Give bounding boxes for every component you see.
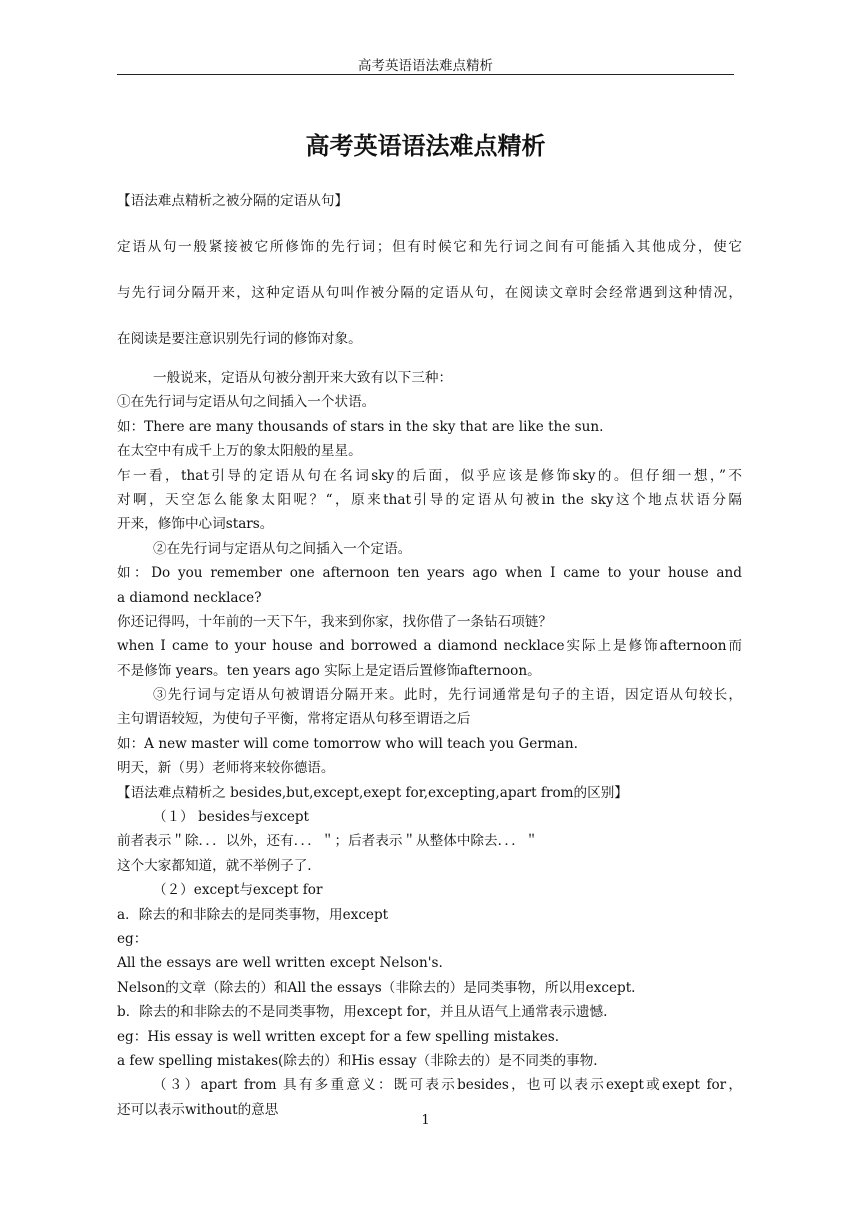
subheading: （１） besides与except	[153, 809, 310, 826]
paragraph-line: 对啊，天空怎么能象太阳呢？“，原来that引导的定语从句被in the sky这个地点状语分隔	[117, 491, 742, 508]
document-title: 高考英语语法难点精析	[305, 131, 546, 160]
translation-line: 你还记得吗，十年前的一天下午，我来到你家，找你借了一条钻石项链？	[117, 613, 552, 630]
subheading: （２）except与except for	[153, 882, 323, 899]
example-sentence: 如：There are many thousands of stars in the sky that are like the sun.	[117, 418, 604, 435]
paragraph-line: 与先行词分隔开来，这种定语从句叫作被分隔的定语从句，在阅读文章时会经常遇到这种情况，	[117, 285, 742, 301]
paragraph-line: 乍一看，that引导的定语从句在名词sky的后面，似乎应该是修饰sky的。但仔细一想，”不	[117, 467, 742, 484]
paragraph-line: 一般说来，定语从句被分割开来大致有以下三种：	[153, 370, 453, 386]
paragraph-line: b．除去的和非除去的不是同类事物，用except for，并且从语气上通常表示遗憾.	[117, 1004, 608, 1021]
subheading: （３）apart from 具有多重意义：既可表示besides，也可以表示exept或exept for，	[153, 1077, 742, 1094]
translation-line: 明天，新（男）老师将来较你德语。	[117, 760, 335, 777]
page-number: 1	[421, 1113, 430, 1128]
paragraph-line: when I came to your house and borrowed a diamond necklace实际上是修饰afternoon而	[117, 638, 742, 655]
example-sentence: a diamond necklace?	[117, 589, 262, 606]
paragraph-line: 这个大家都知道，就不举例子了.	[117, 857, 312, 874]
example-sentence: All the essays are well written except Nelson's.	[117, 955, 443, 972]
paragraph-line: a few spelling mistakes(除去的）和His essay（非除去的）是不同类的事物.	[117, 1052, 598, 1069]
paragraph-line: 定语从句一般紧接被它所修饰的先行词；但有时候它和先行词之间有可能插入其他成分，使它	[117, 239, 742, 255]
example-sentence: eg：His essay is well written except for a few spelling mistakes.	[117, 1028, 560, 1045]
paragraph-line: 还可以表示without的意思	[117, 1101, 279, 1118]
paragraph-line: 主句谓语较短，为使句子平衡，常将定语从句移至谓语之后	[117, 711, 471, 728]
paragraph-line: eg：	[117, 930, 148, 947]
paragraph-line: 在阅读是要注意识别先行词的修饰对象。	[117, 331, 362, 347]
running-header: 高考英语语法难点精析	[358, 58, 493, 74]
paragraph-line: 不是修饰 years。ten years ago 实际上是定语后置修饰afternoon。	[117, 662, 541, 679]
document-body	[117, 178, 742, 1122]
translation-line: 在太空中有成千上万的象太阳般的星星。	[117, 443, 362, 460]
header-rule	[117, 74, 734, 75]
paragraph-line: Nelson的文章（除去的）和All the essays（非除去的）是同类事物，所以用except.	[117, 979, 636, 996]
example-sentence: 如：A new master will come tomorrow who will teach you German.	[117, 735, 578, 752]
example-sentence: 如：Do you remember one afternoon ten years ago when I came to your house and	[117, 565, 742, 582]
list-item: ②在先行词与定语从句之间插入一个定语。	[153, 540, 412, 557]
paragraph-line: 开来，修饰中心词stars。	[117, 516, 274, 533]
list-item: ③先行词与定语从句被谓语分隔开来。此时，先行词通常是句子的主语，因定语从句较长，	[153, 687, 742, 704]
paragraph-line: 前者表示＂除．．．以外，还有．．．＂；后者表示＂从整体中除去．．．＂	[117, 833, 539, 850]
section-heading: 【语法难点精析之 besides,but,except,exept for,excepting,apart from的区别】	[117, 784, 628, 801]
section-heading: 【语法难点精析之被分隔的定语从句】	[117, 193, 349, 209]
list-item: ①在先行词与定语从句之间插入一个状语。	[117, 394, 376, 411]
paragraph-line: a．除去的和非除去的是同类事物，用except	[117, 906, 389, 923]
